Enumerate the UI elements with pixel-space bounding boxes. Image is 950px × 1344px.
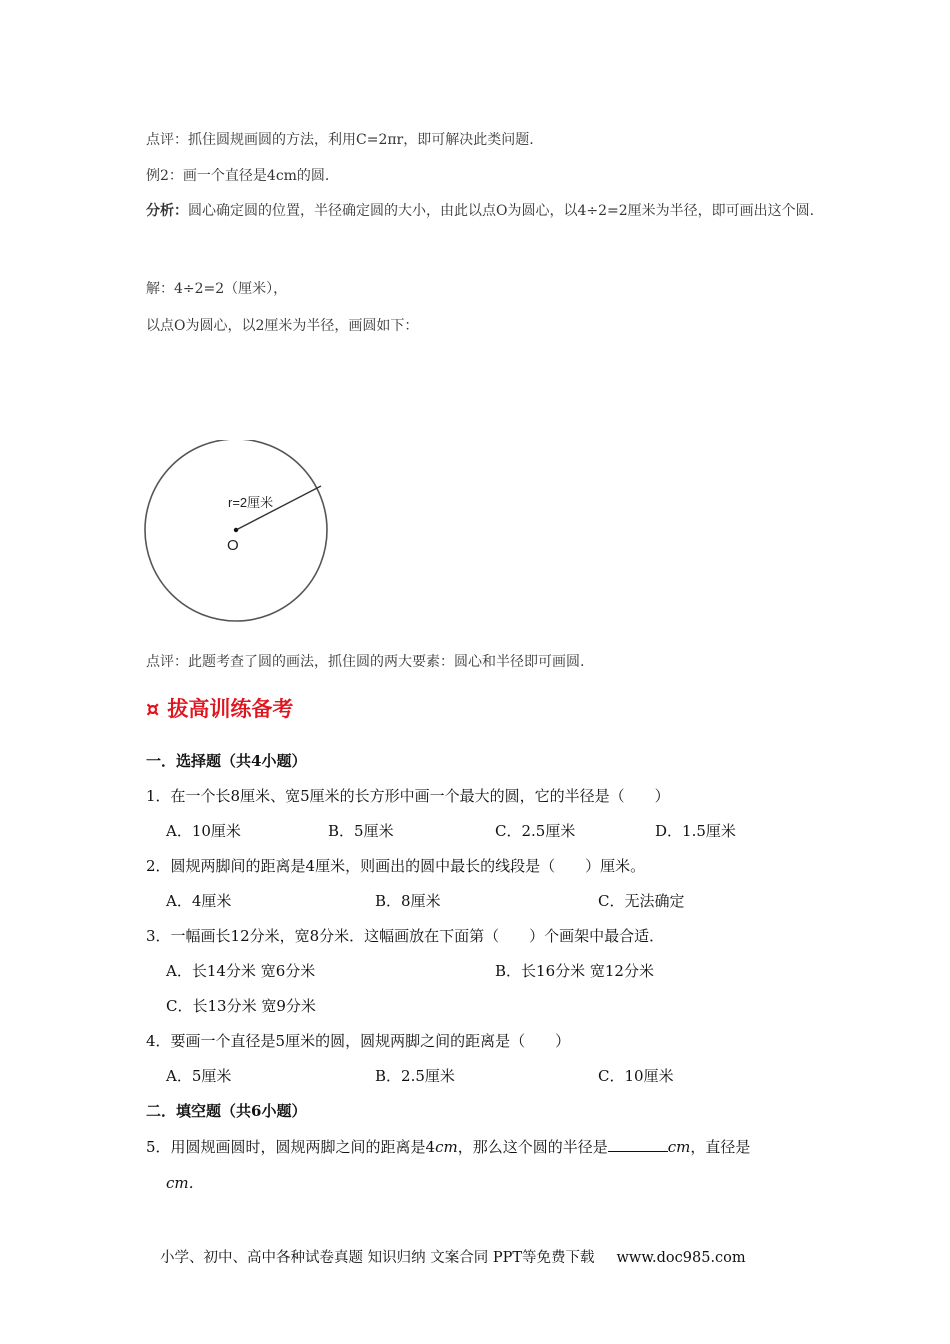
question-text: 圆规两脚间的距离是4厘米，则画出的圆中最长的线段是（ ）厘米。 xyxy=(170,857,646,875)
question-number: 1． xyxy=(146,787,171,805)
question-text: ，那么这个圆的半径是 xyxy=(457,1138,608,1156)
analysis-label: 分析： xyxy=(146,203,188,219)
section-2-heading-count: 6 xyxy=(251,1102,262,1120)
option-2b: B．8厘米 xyxy=(375,892,441,910)
footer-url[interactable]: www.doc985.com xyxy=(616,1250,746,1266)
analysis xyxy=(146,194,816,229)
analysis-text: 圆心确定圆的位置，半径确定圆的大小，由此以点O为圆心，以4÷2=2厘米为半径，即可画出这个圆. xyxy=(188,203,815,219)
banner-mark: ¤ xyxy=(146,697,160,721)
option-1c: C．2.5厘米 xyxy=(495,822,576,840)
option-4a: A．5厘米 xyxy=(166,1067,232,1085)
solution-line-2: 以点O为圆心，以2厘米为半径，画圆如下： xyxy=(146,318,419,334)
option-3a: A．长14分米 宽6分米 xyxy=(166,962,316,980)
training-banner xyxy=(146,693,293,723)
center-label: O xyxy=(227,537,239,554)
footer-text: 小学、初中、高中各种试卷真题 知识归纳 文案合同 PPT等免费下载 xyxy=(160,1250,595,1266)
question-text: ，直径是 xyxy=(690,1138,751,1156)
option-1b: B．5厘米 xyxy=(328,822,394,840)
option-3b: B．长16分米 宽12分米 xyxy=(495,962,654,980)
answer-blank[interactable] xyxy=(608,1137,668,1152)
option-3c: C．长13分米 宽9分米 xyxy=(166,997,316,1015)
section-1-heading xyxy=(146,750,306,771)
banner-title: 拔高训练备考 xyxy=(167,697,294,721)
question-text: 在一个长8厘米、宽5厘米的长方形中画一个最大的圆，它的半径是（ ） xyxy=(170,787,670,805)
question-4 xyxy=(146,1030,570,1051)
option-1a: A．10厘米 xyxy=(166,822,241,840)
section-2-heading-prefix: 二．填空题（共 xyxy=(146,1102,252,1120)
section-2-heading xyxy=(146,1100,306,1121)
unit-cm: cm xyxy=(435,1138,458,1156)
option-4c: C．10厘米 xyxy=(598,1067,674,1085)
page-footer xyxy=(160,1246,746,1267)
section-1-heading-count: 4 xyxy=(251,752,262,770)
option-2c: C．无法确定 xyxy=(598,892,685,910)
question-text: 一幅画长12分米，宽8分米．这幅画放在下面第（ ）个画架中最合适． xyxy=(170,927,665,945)
unit-cm: cm． xyxy=(166,1174,204,1192)
question-number: 5． xyxy=(146,1138,171,1156)
option-2a: A．4厘米 xyxy=(166,892,232,910)
option-4b: B．2.5厘米 xyxy=(375,1067,455,1085)
question-text: 要画一个直径是5厘米的圆，圆规两脚之间的距离是（ ） xyxy=(170,1032,571,1050)
section-1-heading-prefix: 一．选择题（共 xyxy=(146,752,252,770)
unit-cm: cm xyxy=(667,1138,691,1156)
question-number: 4． xyxy=(146,1032,171,1050)
section-1-heading-suffix: 小题） xyxy=(261,752,307,770)
option-1d: D．1.5厘米 xyxy=(655,822,736,840)
example-2: 例2：画一个直径是4cm的圆. xyxy=(146,168,330,184)
question-2 xyxy=(146,855,645,876)
center-point xyxy=(234,528,238,532)
section-2-heading-suffix: 小题） xyxy=(261,1102,307,1120)
question-3 xyxy=(146,925,664,946)
question-number: 2． xyxy=(146,857,171,875)
question-text: 用圆规画圆时，圆规两脚之间的距离是4 xyxy=(170,1138,436,1156)
radius-label: r=2厘米 xyxy=(228,495,274,510)
solution-line-1: 解：4÷2=2（厘米）， xyxy=(146,281,288,297)
question-5-line-2 xyxy=(166,1172,204,1193)
question-5 xyxy=(146,1136,750,1157)
circle-figure xyxy=(140,440,340,630)
question-1 xyxy=(146,785,670,806)
question-number: 3． xyxy=(146,927,171,945)
comment-1: 点评：抓住圆规画圆的方法，利用C=2πr，即可解决此类问题. xyxy=(146,132,534,148)
comment-2: 点评：此题考查了圆的画法，抓住圆的两大要素：圆心和半径即可画圆. xyxy=(146,654,585,670)
